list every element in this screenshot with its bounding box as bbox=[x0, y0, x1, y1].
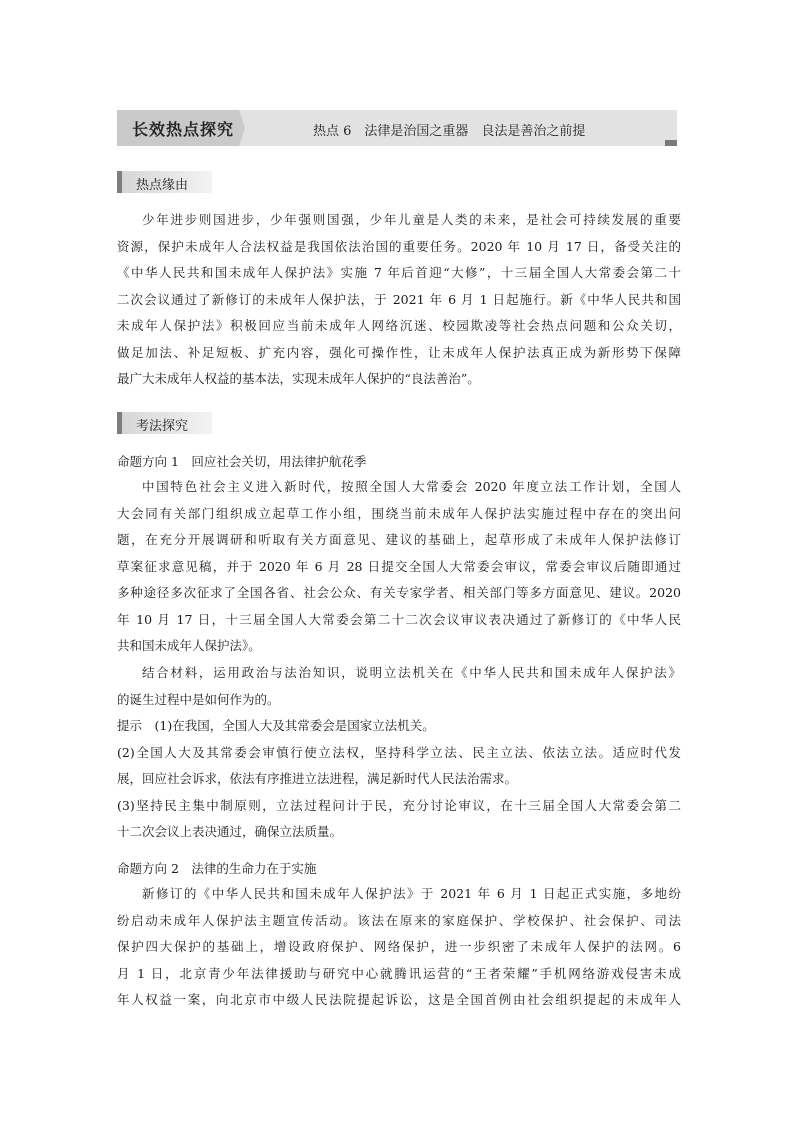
text-line: 资源，保护未成年人合法权益是我国依法治国的重要任务。2020 年 10 月 17 日，备受关注的 bbox=[117, 238, 681, 254]
text-line: 新修订的《中华人民共和国未成年人保护法》于 2021 年 6 月 1 日起正式实施，多地纷 bbox=[142, 886, 681, 901]
origin-paragraph bbox=[117, 207, 681, 393]
text-line: 提示 (1)在我国，全国人大及其常委会是国家立法机关。 bbox=[117, 718, 435, 733]
header-tab-label: 长效热点探究 bbox=[132, 120, 235, 139]
direction-1-question bbox=[117, 660, 681, 713]
direction-1-answer bbox=[117, 713, 681, 846]
text-line: 年 10 月 17 日，十三届全国人大常委会第二十二次会议审议表决通过了新修订的《中华人民 bbox=[117, 611, 681, 627]
text-line: 保护四大保护的基础上，增设政府保护、网络保护，进一步织密了未成年人保护的法网。6 bbox=[117, 939, 681, 954]
text-line: 未成年人保护法》积极回应当前未成年人网络沉迷、校园欺凌等社会热点问题和公众关切， bbox=[117, 318, 681, 333]
direction-2-material bbox=[117, 881, 681, 1014]
text-line: (3)坚持民主集中制原则，立法过程问计于民，充分讨论审议，在十三届全国人大常委会第二 bbox=[117, 797, 681, 813]
text-line: 展，回应社会诉求，依法有序推进立法进程，满足新时代人民法治需求。 bbox=[117, 771, 518, 786]
banner-end-mark bbox=[665, 140, 677, 146]
text-line: 最广大未成年人权益的基本法，实现未成年人保护的“良法善治”。 bbox=[117, 371, 480, 386]
text-line: 大会同有关部门组织成立起草工作小组，围绕当前未成年人保护法实施过程中存在的突出问 bbox=[117, 505, 681, 521]
text-line: 多种途径多次征求了全国各省、社会公众、有关专家学者、相关部门等多方面意见、建议。2020 bbox=[117, 585, 681, 600]
section-heading-explore bbox=[117, 412, 212, 434]
text-line: 十二次会议上表决通过，确保立法质量。 bbox=[117, 824, 343, 839]
text-line: 中国特色社会主义进入新时代，按照全国人大常委会 2020 年度立法工作计划，全国人 bbox=[142, 479, 681, 494]
direction-1-material bbox=[117, 474, 681, 660]
direction-2-heading: 命题方向 2 法律的生命力在于实施 bbox=[117, 861, 317, 876]
section-heading-explore-label: 考法探究 bbox=[136, 419, 189, 434]
text-line: 月 1 日，北京青少年法律援助与研究中心就腾讯运营的“王者荣耀”手机网络游戏侵害未成 bbox=[117, 965, 681, 981]
direction-1-heading: 命题方向 1 回应社会关切，用法律护航花季 bbox=[117, 454, 367, 469]
text-line: (2)全国人大及其常委会审慎行使立法权，坚持科学立法、民主立法、依法立法。适应时代发 bbox=[117, 744, 681, 760]
section-heading-origin-label: 热点缘由 bbox=[136, 178, 189, 193]
text-line: 年人权益一案，向北京市中级人民法院提起诉讼，这是全国首例由社会组织提起的未成年人 bbox=[117, 992, 681, 1007]
page-title: 热点 6 法律是治国之重器 良法是善治之前提 bbox=[313, 124, 586, 139]
text-line: 《中华人民共和国未成年人保护法》实施 7 年后首迎“大修”，十三届全国人大常委会第二十 bbox=[117, 265, 681, 280]
text-line: 做足加法、补足短板、扩充内容，强化可操作性，让未成年人保护法真正成为新形势下保障 bbox=[117, 344, 681, 360]
text-line: 共和国未成年人保护法》。 bbox=[117, 638, 261, 653]
section-heading-origin bbox=[117, 171, 212, 193]
text-line: 的诞生过程中是如何作为的。 bbox=[117, 691, 280, 707]
text-line: 结合材料，运用政治与法治知识，说明立法机关在《中华人民共和国未成年人保护法》 bbox=[142, 665, 681, 680]
text-line: 二次会议通过了新修订的未成年人保护法，于 2021 年 6 月 1 日起施行。新《中华人民共和国 bbox=[117, 291, 681, 307]
text-line: 草案征求意见稿，并于 2020 年 6 月 28 日提交全国人大常委会审议，常委会审议后随即通过 bbox=[117, 558, 681, 574]
text-line: 题，在充分开展调研和听取有关方面意见、建议的基础上，起草形成了未成年人保护法修订 bbox=[117, 532, 681, 547]
text-line: 纷启动未成年人保护法主题宣传活动。该法在原来的家庭保护、学校保护、社会保护、司法 bbox=[117, 912, 681, 928]
text-line: 少年进步则国进步，少年强则国强，少年儿童是人类的未来，是社会可持续发展的重要 bbox=[142, 212, 681, 227]
